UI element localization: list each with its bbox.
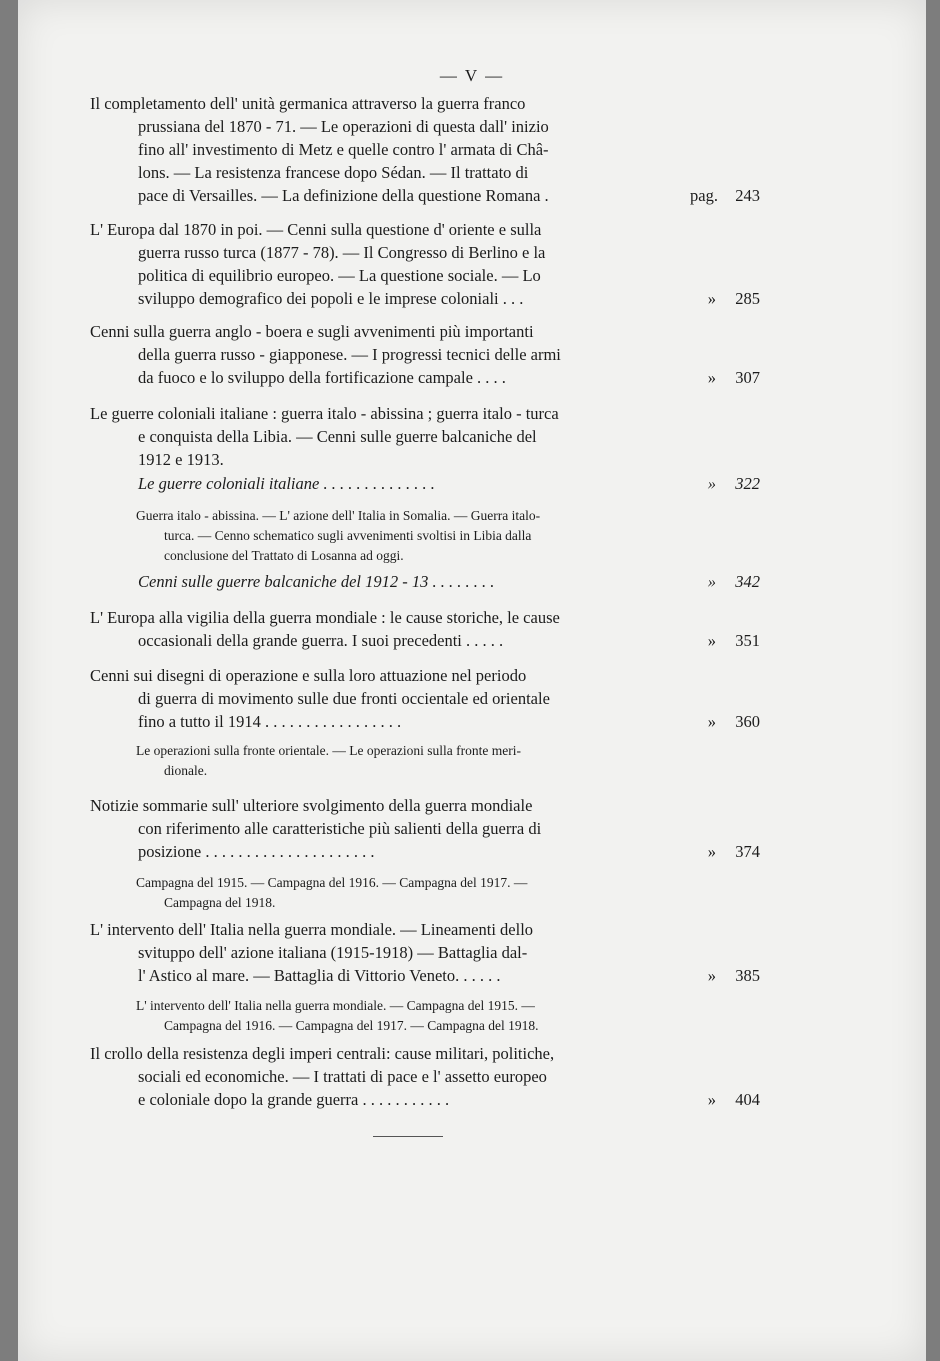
entry-text: l' Astico al mare. — Battaglia di Vittorio Veneto. . . . . . (138, 966, 501, 985)
page-reference: 322 (735, 474, 760, 493)
entry-line: Cenni sulla guerra anglo - boera e sugli avvenimenti più importanti (90, 322, 534, 341)
entry-line: Notizie sommarie sull' ulteriore svolgimento della guerra mondiale (90, 796, 533, 815)
entry-line: Le guerre coloniali italiane : guerra italo - abissina ; guerra italo - turca (90, 404, 559, 423)
entry-line: lons. — La resistenza francese dopo Sédan. — Il trattato di (138, 163, 529, 182)
document-page (18, 0, 926, 1361)
page-label: pag. (690, 186, 718, 205)
entry-text: da fuoco e lo sviluppo della fortificazione campale . . . . (138, 368, 506, 387)
entry-line: L' Europa alla vigilia della guerra mondiale : le cause storiche, le cause (90, 608, 560, 627)
page-reference: 385 (735, 966, 760, 985)
entry-line (90, 710, 760, 733)
entry-line (90, 840, 760, 863)
ditto-mark: » (707, 712, 716, 731)
entry-text: Cenni sulle guerre balcaniche del 1912 - 13 . . . . . . . . (138, 572, 495, 591)
entry-line: svituppo dell' azione italiana (1915-1918) — Battaglia dal- (138, 943, 528, 962)
subentry-line: dionale. (164, 763, 208, 778)
entry-line: 1912 e 1913. (138, 450, 224, 469)
toc-entry (90, 1042, 760, 1111)
page-number: — V — (439, 66, 505, 85)
toc-entry (90, 918, 760, 987)
page-reference: 342 (735, 572, 760, 591)
entry-line: Cenni sui disegni di operazione e sulla loro attuazione nel periodo (90, 666, 527, 685)
entry-text: posizione . . . . . . . . . . . . . . . . . . . . . (138, 842, 375, 861)
entry-line: L' intervento dell' Italia nella guerra mondiale. — Lineamenti dello (90, 920, 534, 939)
entry-line (90, 570, 760, 593)
toc-entry (90, 402, 760, 471)
ditto-mark: » (707, 289, 716, 308)
entry-line: politica di equilibrio europeo. — La questione sociale. — Lo (138, 266, 541, 285)
entry-line (90, 184, 760, 207)
entry-line (90, 472, 760, 495)
toc-entry (90, 606, 760, 652)
toc-subentry (136, 741, 696, 781)
page-reference: 374 (735, 842, 760, 861)
entry-line: sociali ed economiche. — I trattati di pace e l' assetto europeo (138, 1067, 547, 1086)
ditto-mark: » (707, 842, 716, 861)
entry-line (90, 287, 760, 310)
ditto-mark: » (707, 368, 716, 387)
toc-entry (90, 570, 760, 593)
entry-line (90, 366, 760, 389)
entry-line: della guerra russo - giapponese. — I progressi tecnici delle armi (138, 345, 561, 364)
entry-line: e conquista della Libia. — Cenni sulle guerre balcaniche del (138, 427, 537, 446)
toc-subentry (136, 873, 696, 913)
subentry-line: Campagna del 1916. — Campagna del 1917. — Campagna del 1918. (164, 1018, 539, 1033)
toc-entry (90, 320, 760, 389)
ditto-mark: » (707, 1090, 716, 1109)
page-reference: 307 (735, 368, 760, 387)
entry-line: prussiana del 1870 - 71. — Le operazioni di questa dall' inizio (138, 117, 549, 136)
entry-text: Le guerre coloniali italiane . . . . . . . . . . . . . . (138, 474, 435, 493)
ditto-mark: » (707, 631, 716, 650)
entry-text: pace di Versailles. — La definizione della questione Romana . (138, 186, 549, 205)
entry-text: fino a tutto il 1914 . . . . . . . . . . . . . . . . . (138, 712, 402, 731)
entry-line: fino all' investimento di Metz e quelle contro l' armata di Châ- (138, 140, 549, 159)
entry-line (90, 1088, 760, 1111)
entry-text: occasionali della grande guerra. I suoi precedenti . . . . . (138, 631, 504, 650)
toc-subentry (136, 996, 696, 1036)
entry-line: Il completamento dell' unità germanica attraverso la guerra franco (90, 94, 526, 113)
entry-line: di guerra di movimento sulle due fronti occientale ed orientale (138, 689, 550, 708)
ditto-mark: » (707, 572, 716, 591)
toc-subentry (136, 506, 696, 566)
subentry-line: L' intervento dell' Italia nella guerra mondiale. — Campagna del 1915. — (136, 998, 535, 1013)
subentry-line: conclusione del Trattato di Losanna ad oggi. (164, 548, 404, 563)
subentry-line: Guerra italo - abissina. — L' azione dell' Italia in Somalia. — Guerra italo- (136, 508, 541, 523)
subentry-line: Le operazioni sulla fronte orientale. — Le operazioni sulla fronte meri- (136, 743, 521, 758)
toc-entry (90, 472, 760, 495)
page-reference: 243 (735, 186, 760, 205)
toc-entry (90, 794, 760, 863)
entry-text: e coloniale dopo la grande guerra . . . . . . . . . . . (138, 1090, 450, 1109)
entry-line (90, 964, 760, 987)
subentry-line: turca. — Cenno schematico sugli avvenimenti svoltisi in Libia dalla (164, 528, 532, 543)
page-reference: 285 (735, 289, 760, 308)
entry-line: guerra russo turca (1877 - 78). — Il Congresso di Berlino e la (138, 243, 546, 262)
page-reference: 360 (735, 712, 760, 731)
toc-entry (90, 218, 760, 310)
subentry-line: Campagna del 1918. (164, 895, 276, 910)
entry-line: con riferimento alle caratteristiche più salienti della guerra di (138, 819, 542, 838)
ditto-mark: » (707, 966, 716, 985)
entry-line: Il crollo della resistenza degli imperi centrali: cause militari, politiche, (90, 1044, 555, 1063)
page-reference: 351 (735, 631, 760, 650)
entry-line: L' Europa dal 1870 in poi. — Cenni sulla questione d' oriente e sulla (90, 220, 542, 239)
closing-rule (373, 1136, 443, 1137)
entry-line (90, 629, 760, 652)
entry-text: sviluppo demografico dei popoli e le imprese coloniali . . . (138, 289, 524, 308)
page-reference: 404 (735, 1090, 760, 1109)
toc-entry (90, 92, 760, 207)
ditto-mark: » (707, 474, 716, 493)
subentry-line: Campagna del 1915. — Campagna del 1916. — Campagna del 1917. — (136, 875, 528, 890)
toc-entry (90, 664, 760, 733)
